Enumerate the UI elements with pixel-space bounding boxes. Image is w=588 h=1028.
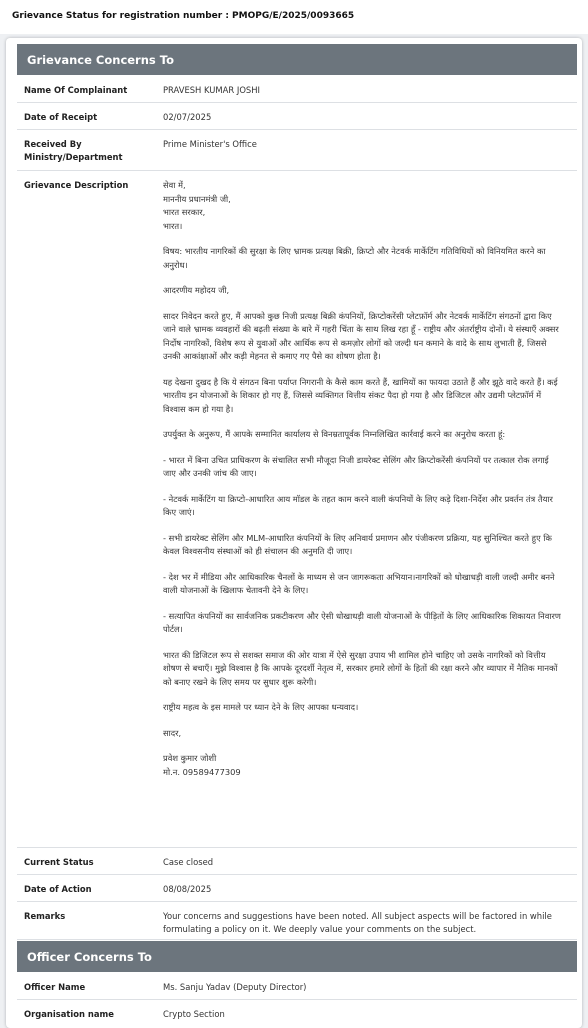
receipt-date-row [17,102,577,130]
description-paragraph: - सत्यापित कंपनियों का सार्वजनिक प्रकटीकरण और ऐसी धोखाधड़ी वाली योजनाओं के पीड़ितों के लिए आधिकारिक शिकायत निवारण पोर्टल। [163,610,561,634]
description-paragraph: - भारत में बिना उचित प्राधिकरण के संचालित सभी मौजूदा निजी डायरेक्ट सेलिंग और क्रिप्टोकरेंसी कंपनियों पर तत्काल रोक लगाई जाए और उनकी जांच की जाए। [163,454,549,478]
status-header-bar [0,0,588,34]
description-paragraph: सादर निवेदन करते हुए, मैं आपको कुछ निजी प्रत्यक्ष बिक्री कंपनियों, क्रिप्टोकरेंसी प्लेटफ़ॉर्म और नेटवर्क मार्केटिंग संगठनों द्वारा किए जाने वाले भ्रामक व्यवहारों की बढ़ती संख्या के बारे में गहरी चिंता के साथ लिख रहा हूँ - राष्ट्रीय और अंतर्राष्ट्रीय दोनों। ये संस्थाएँ अक्सर निर्दोष नागरिकों, विशेष रूप से युवाओं और आर्थिक रूप से कमज़ोर लोगों को जल्दी धन कमाने के वादे के साथ लुभाती हैं, जिससे उनकी आकांक्षाओं और कड़ी मेहनत से कमाए गए पैसे का शोषण होता है। [163,310,559,361]
grievance-section-title: Grievance Concerns To [27,53,174,67]
description-paragraph: भारत की डिजिटल रूप से सशक्त समाज की ओर यात्रा में ऐसे सुरक्षा उपाय भी शामिल होने चाहिए जो उसके नागरिकों को वित्तीय शोषण से बचाएँ। मुझे विश्वास है कि आपके दूरदर्शी नेतृत्व में, सरकार हमारे लोगों के हितों की रक्षा करने और व्यापार में नैतिक मानकों को बनाए रखने के लिए समय पर सुधार शुरू करेगी। [163,649,558,687]
registration-number: Grievance Status for registration number : PMOPG/E/2025/0093665 [12,11,355,21]
complainant-label: Name Of Complainant [24,85,128,95]
current-status-label: Current Status [24,857,94,867]
description-paragraph: सेवा में, माननीय प्रधानमंत्री जी, भारत सरकार, भारत। [163,180,231,231]
current-status-value: Case closed [163,857,214,867]
organisation-value: Crypto Section [163,1009,225,1019]
grievance-details-card [6,38,582,1028]
remarks-label: Remarks [24,911,66,921]
receipt-date-label: Date of Receipt [24,112,98,122]
officer-name-row [17,972,577,1000]
officer-name-value: Ms. Sanju Yadav (Deputy Director) [163,982,307,992]
description-paragraph: आदरणीय महोदय जी, [163,285,230,295]
description-signature: प्रवेश कुमार जोशी मो.न. 09589477309 [163,753,241,777]
current-status-row [17,847,577,875]
description-paragraph: - नेटवर्क मार्केटिंग या क्रिप्टो-आधारित आय मॉडल के तहत काम करने वाली कंपनियों के लिए कड़े दिशा-निर्देश और प्रवर्तन तंत्र तैयार किए जाएं। [163,493,553,517]
action-date-value: 08/08/2025 [163,884,212,894]
organisation-label: Organisation name [24,1009,114,1019]
description-paragraph: राष्ट्रीय महत्व के इस मामले पर ध्यान देने के लिए आपका धन्यवाद। [163,702,359,712]
received-by-label: Received By Ministry/Department [24,139,123,162]
complainant-value: PRAVESH KUMAR JOSHI [163,85,260,95]
complainant-row [17,75,577,103]
remarks-row [17,901,577,940]
description-paragraph: यह देखना दुखद है कि ये संगठन बिना पर्याप्त निगरानी के कैसे काम करते हैं, खामियों का फायदा उठाते हैं और झूठे वादे करते हैं। कई भारतीय इन योजनाओं के शिकार हो गए हैं, जिससे व्यक्तिगत वित्तीय संकट पैदा हो गया है और डिजिटल और उद्यमी प्लेटफ़ॉर्म में विश्वास कम हो गया है। [163,376,558,414]
received-by-row [17,129,577,171]
officer-section-title: Officer Concerns To [27,950,152,964]
receipt-date-value: 02/07/2025 [163,112,212,122]
grievance-description-text [163,179,563,791]
organisation-row [17,999,577,1026]
officer-section-header [17,941,577,972]
grievance-section-header [17,44,577,75]
action-date-label: Date of Action [24,884,92,894]
received-by-value: Prime Minister's Office [163,139,257,149]
grievance-description-label: Grievance Description [24,180,129,190]
officer-name-label: Officer Name [24,982,86,992]
description-paragraph: विषय: भारतीय नागरिकों की सुरक्षा के लिए भ्रामक प्रत्यक्ष बिक्री, क्रिप्टो और नेटवर्क मार्केटिंग गतिविधियों को विनियमित करने का अनुरोध। [163,246,546,270]
action-date-row [17,874,577,902]
grievance-description-row [17,170,577,848]
description-paragraph: - सभी डायरेक्ट सेलिंग और MLM-आधारित कंपनियों के लिए अनिवार्य प्रमाणन और पंजीकरण प्रक्रिया, यह सुनिश्चित करते हुए कि केवल विश्वसनीय संस्थाओं को ही संचालन की अनुमति दी जाए। [163,532,552,556]
description-paragraph: - देश भर में मीडिया और आधिकारिक चैनलों के माध्यम से जन जागरूकता अभियान।नागरिकों को धोखाधड़ी वाली जल्दी अमीर बनने वाली योजनाओं के खिलाफ चेतावनी देने के लिए। [163,571,555,595]
description-paragraph: उपर्युक्त के अनुरूप, मैं आपके सम्मानित कार्यालय से विनम्रतापूर्वक निम्नलिखित कार्रवाई करने का अनुरोध करता हूं: [163,429,506,439]
remarks-value: Your concerns and suggestions have been noted. All subject aspects will be factored in while formulating a policy on it. We deeply value your comments on the subject. [163,911,552,934]
description-paragraph: सादर, [163,727,182,738]
